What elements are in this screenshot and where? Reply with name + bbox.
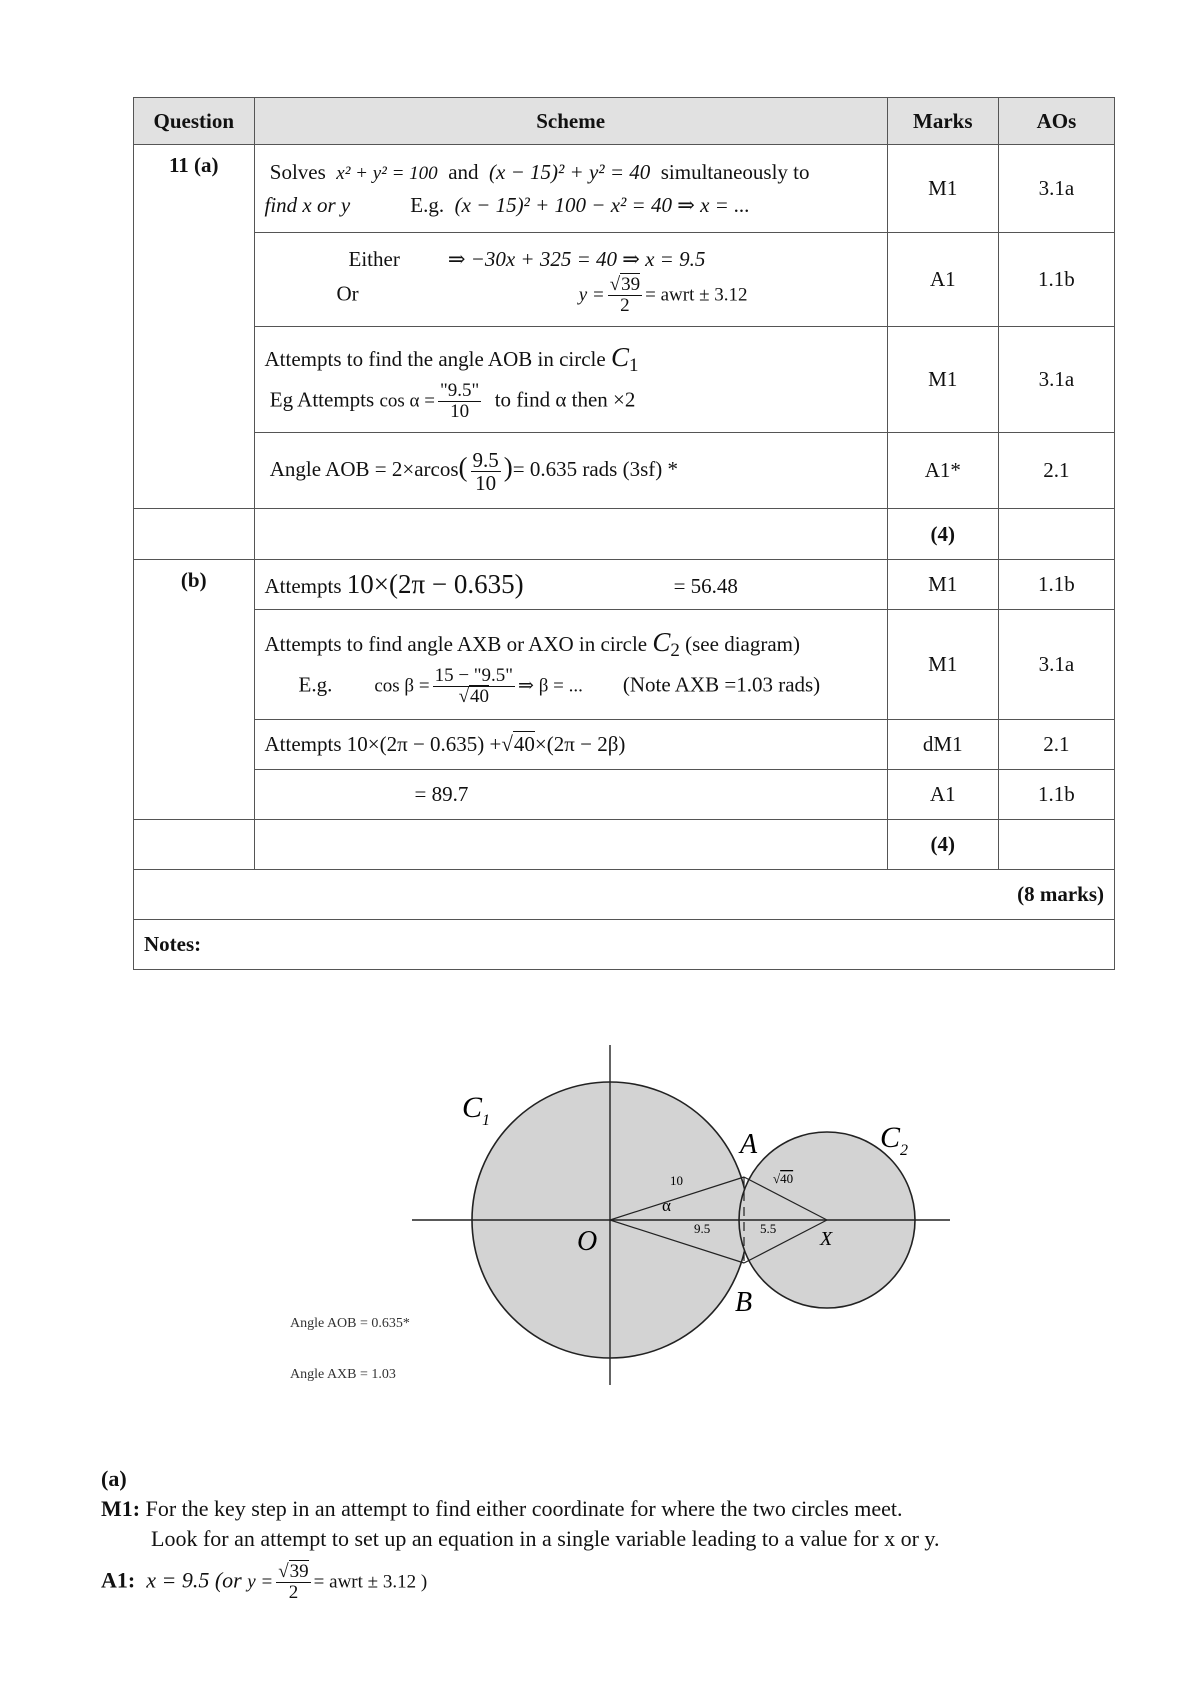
scheme-cell: Attempts 10×(2π − 0.635) = 56.48 xyxy=(254,560,887,610)
label-b: B xyxy=(735,1287,753,1318)
ao-cell: 3.1a xyxy=(998,610,1114,720)
notes-section xyxy=(101,1466,1141,1603)
mark-cell: M1 xyxy=(887,145,998,233)
table-row xyxy=(134,560,1115,610)
scheme-cell: Attempts to find angle AXB or AXO in circle $C_2$ (see diagram) E.g. cos β = $\frac{15 - "9.5"}{√40}$ ⇒ β = ... (Note AXB =1.03 rads) xyxy=(254,610,887,720)
ao-cell: 3.1a xyxy=(998,145,1114,233)
note-a1: A1: x = 9.5 (or y = $\frac{√39}{2}$ = awrt ± 3.12 ) xyxy=(101,1561,428,1603)
mark-cell: dM1 xyxy=(887,720,998,770)
scheme-cell: Angle AOB = 2×arcos( $\frac{9.5}{10}$ )= 0.635 rads (3sf) * xyxy=(254,433,887,509)
subtotal-a: (4) xyxy=(887,509,998,560)
label-c2: $C_2$ xyxy=(880,1121,909,1159)
label-len-10: 10 xyxy=(670,1173,683,1188)
label-len-5-5: 5.5 xyxy=(760,1221,777,1236)
label-c1: $C_1$ xyxy=(462,1091,491,1129)
label-a: A xyxy=(740,1129,758,1160)
notes-label: Notes: xyxy=(134,920,1115,970)
ao-cell: 3.1a xyxy=(998,327,1114,433)
table-row xyxy=(134,720,1115,770)
label-x: X xyxy=(820,1228,833,1250)
table-row xyxy=(134,145,1115,233)
scheme-cell: Either ⇒ −30x + 325 = 40 ⇒ x = 9.5 Or y = $\frac{√39}{2}$ = awrt ± 3.12 xyxy=(254,233,887,327)
header-scheme: Scheme xyxy=(254,98,887,145)
table-row xyxy=(134,820,1115,870)
header-aos: AOs xyxy=(998,98,1114,145)
mark-cell: A1 xyxy=(887,770,998,820)
mark-cell: M1 xyxy=(887,327,998,433)
table-row xyxy=(134,433,1115,509)
header-marks: Marks xyxy=(887,98,998,145)
mark-cell: M1 xyxy=(887,610,998,720)
scheme-cell: Attempts to find the angle AOB in circle $C_1$ Eg Attempts cos α = $\frac{"9.5"}{10}$ to find α then ×2 xyxy=(254,327,887,433)
total-row xyxy=(134,870,1115,920)
mark-cell: A1* xyxy=(887,433,998,509)
mark-cell: M1 xyxy=(887,560,998,610)
table-row xyxy=(134,509,1115,560)
label-alpha: α xyxy=(662,1196,671,1215)
ao-cell: 1.1b xyxy=(998,233,1114,327)
subtotal-b: (4) xyxy=(887,820,998,870)
note-m1-line2: Look for an attempt to set up an equation in a single variable leading to a value for x or y. xyxy=(151,1526,940,1551)
table-row xyxy=(134,610,1115,720)
header-question: Question xyxy=(134,98,255,145)
ao-cell: 1.1b xyxy=(998,770,1114,820)
table-row xyxy=(134,233,1115,327)
label-len-9-5: 9.5 xyxy=(694,1221,711,1236)
table-row xyxy=(134,327,1115,433)
ao-cell: 2.1 xyxy=(998,720,1114,770)
notes-row xyxy=(134,920,1115,970)
question-label-a: 11 (a) xyxy=(134,145,255,509)
diagram-note-aob: Angle AOB = 0.635* xyxy=(290,1316,410,1331)
ao-cell: 1.1b xyxy=(998,560,1114,610)
scheme-cell: = 89.7 xyxy=(254,770,887,820)
scheme-cell: Solves x² + y² = 100 and (x − 15)² + y² = 40 simultaneously to find x or y E.g. (x − 15)² + 100 − x² = 40 ⇒ x = ... xyxy=(254,145,887,233)
notes-heading: (a) xyxy=(101,1466,127,1491)
mark-cell: A1 xyxy=(887,233,998,327)
mark-scheme-table xyxy=(133,97,1115,970)
question-label-b: (b) xyxy=(134,560,255,820)
total-marks: (8 marks) xyxy=(134,870,1115,920)
scheme-cell: Attempts 10×(2π − 0.635) +√40×(2π − 2β) xyxy=(254,720,887,770)
circles-diagram xyxy=(290,1035,970,1395)
table-row xyxy=(134,770,1115,820)
header-row xyxy=(134,98,1115,145)
diagram-note-axb: Angle AXB = 1.03 xyxy=(290,1367,396,1382)
label-o: O xyxy=(577,1226,598,1257)
label-len-sqrt40: √40 xyxy=(773,1171,794,1186)
ao-cell: 2.1 xyxy=(998,433,1114,509)
note-m1-line1: M1: For the key step in an attempt to find either coordinate for where the two circles meet. xyxy=(101,1496,903,1521)
